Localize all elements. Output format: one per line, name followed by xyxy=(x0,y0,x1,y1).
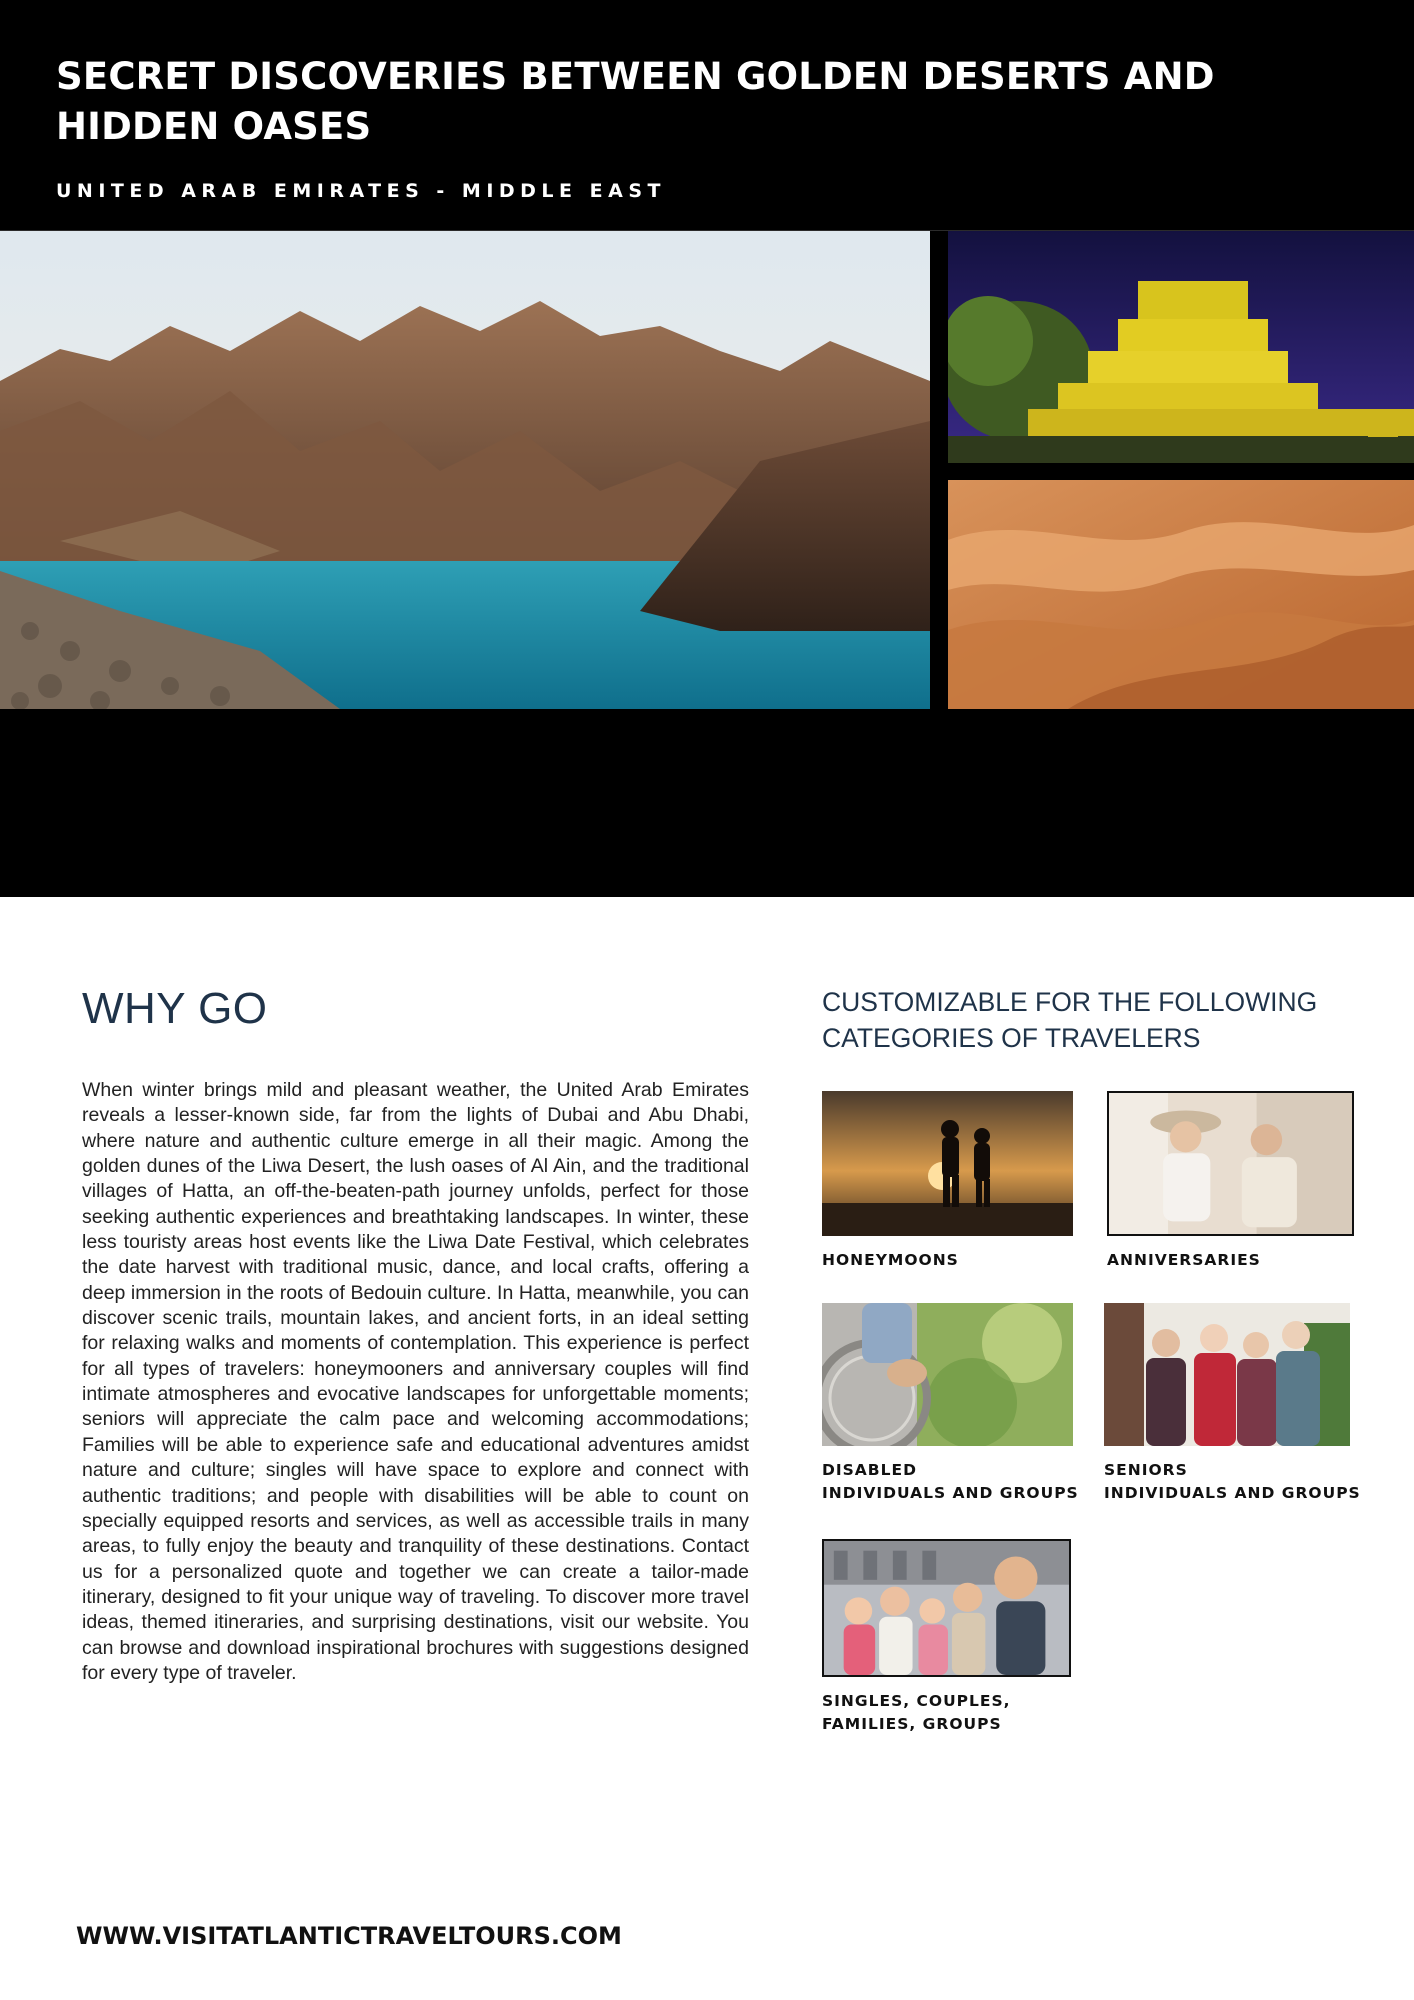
categories-heading: CUSTOMIZABLE FOR THE FOLLOWING CATEGORIES OF TRAVELERS xyxy=(822,987,1318,1053)
anniversaries-photo xyxy=(1107,1091,1354,1236)
why-go-body: When winter brings mild and pleasant weather, the United Arab Emirates reveals a lesser-known side, far from the lights of Dubai and Abu Dhabi, where nature and authentic culture emerge in all their magic. Among the golden dunes of the Liwa Desert, the lush oases of Al Ain, and the traditional villages of Hatta, an off-the-beaten-path journey unfolds, perfect for those seeking authentic experiences and breathtaking landscapes. In winter, these less touristy areas host events like the Liwa Date Festival, which celebrates the date harvest with traditional music, dance, and local crafts, offering a deep immersion in the roots of Bedouin culture. In Hatta, meanwhile, you can discover scenic trails, mountain lakes, and ancient forts, in an ideal setting for relaxing walks and moments of contemplation. This experience is perfect for all types of travelers: honeymooners and anniversary couples will find intimate atmospheres and evocative landscapes for unforgettable moments; seniors will appreciate the calm pace and welcoming accommodations; Families will be able to experience safe and educational adventures amidst nature and culture; singles will have space to explore and connect with authentic traditions; and people with disabilities will be able to count on specially equipped resorts and services, as well as accessible trails in many areas, to fully enjoy the beauty and tranquility of these destinations. Contact us for a personalized quote and together we can create a tailor-made itinerary, designed to fit your unique way of traveling. To discover more travel ideas, themed itineraries, and surprising destinations, visit our website. You can browse and download inspirational brochures with suggestions designed for every type of traveler. xyxy=(82,1079,749,1684)
liwa-dunes-photo xyxy=(948,480,1414,709)
category-label-disabled: DISABLED INDIVIDUALS AND GROUPS xyxy=(822,1461,1079,1502)
website-link[interactable]: WWW.VISITATLANTICTRAVELTOURS.COM xyxy=(76,1922,622,1950)
header-band xyxy=(0,0,1414,897)
disabled-travelers-photo xyxy=(822,1303,1073,1446)
al-ain-fort-photo xyxy=(948,231,1414,463)
hatta-lake-mountains-photo xyxy=(0,231,930,709)
why-go-heading: WHY GO xyxy=(82,984,268,1033)
page-title: SECRET DISCOVERIES BETWEEN GOLDEN DESERTS AND HIDDEN OASES xyxy=(56,55,1215,148)
seniors-photo xyxy=(1104,1303,1350,1446)
category-label-seniors: SENIORS INDIVIDUALS AND GROUPS xyxy=(1104,1461,1361,1502)
category-label-anniversaries: ANNIVERSARIES xyxy=(1107,1251,1261,1269)
families-photo xyxy=(822,1539,1071,1677)
category-label-singles-families: SINGLES, COUPLES, FAMILIES, GROUPS xyxy=(822,1692,1011,1733)
honeymoons-photo xyxy=(822,1091,1073,1236)
page-subtitle: UNITED ARAB EMIRATES - MIDDLE EAST xyxy=(56,180,666,202)
category-label-honeymoons: HONEYMOONS xyxy=(822,1251,959,1269)
